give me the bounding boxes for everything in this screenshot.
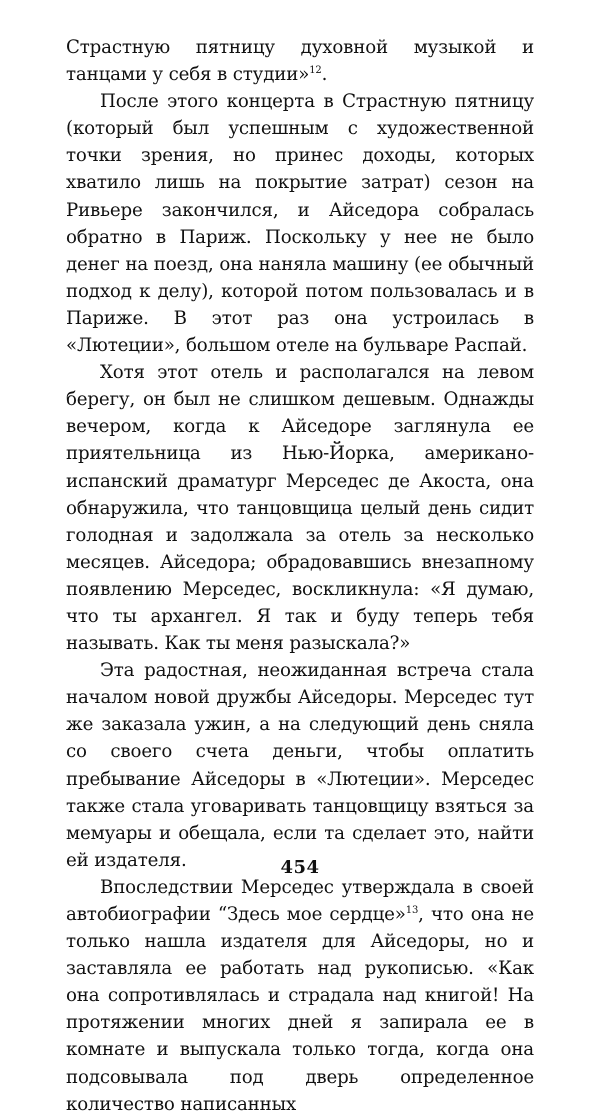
paragraph-3 [66,359,534,657]
footnote-ref-12: 12 [309,65,322,77]
paragraph-4-text: Эта радостная, неожиданная встреча стала началом новой дружбы Айседоры. Мерседес тут же заказала ужин, а на следующий день сняла со своего счета деньги, чтобы оплатить пребывание Айседоры в «Лютеции». Мерседес также стала уговаривать танцовщицу взяться за мемуары и обещала, если та сделает это, найти ей издателя. [66,660,534,871]
page-number: 454 [280,857,320,878]
paragraph-1-text-1: Страстную пятницу духовной музыкой и танцами у себя в студии» [66,37,534,86]
paragraph-1-text-2: . [321,64,328,86]
paragraph-5-text-2: , что она не только нашла издателя для Айседоры, но и заставляла ее работать над рукописью. «Как она сопротивлялась и страдала над книгой! На протяжении многих дней я запирала ее в комнате и выпускала только тогда, когда она подсовывала под дверь определенное количество написанных [66,904,534,1115]
paragraph-1 [66,34,534,88]
paragraph-2-text: После этого концерта в Страстную пятницу (который был успешным с художественной точки зрения, но принес доходы, которых хватило лишь на покрытие затрат) сезон на Ривьере закончился, и Айседора собралась обратно в Париж. Поскольку у нее не было денег на поезд, она наняла машину (ее обычный подход к делу), которой потом пользовалась и в Париже. В этот раз она устроилась в «Лютеции», большом отеле на бульваре Распай. [66,91,534,357]
paragraph-3-text: Хотя этот отель и располагался на левом берегу, он был не слишком дешевым. Однажды вечером, когда к Айседоре заглянула ее приятельница из Нью-Йорка, американо-испанский драматург Мерседес де Акоста, она обнаружила, что танцовщица целый день сидит голодная и задолжала за отель за несколько месяцев. Айседора; обрадовавшись внезапному появлению Мерседес, воскликнула: «Я думаю, что ты архангел. Я так и буду теперь тебя называть. Как ты меня разыскала?» [66,362,534,655]
paragraph-4 [66,657,534,874]
paragraph-5 [66,874,534,1118]
paragraph-5-text-1: Впоследствии Мерседес утверждала в своей автобиографии “Здесь мое сердце» [66,876,534,925]
page-body [66,34,534,1118]
footnote-ref-13: 13 [405,905,419,916]
paragraph-2 [66,88,534,359]
